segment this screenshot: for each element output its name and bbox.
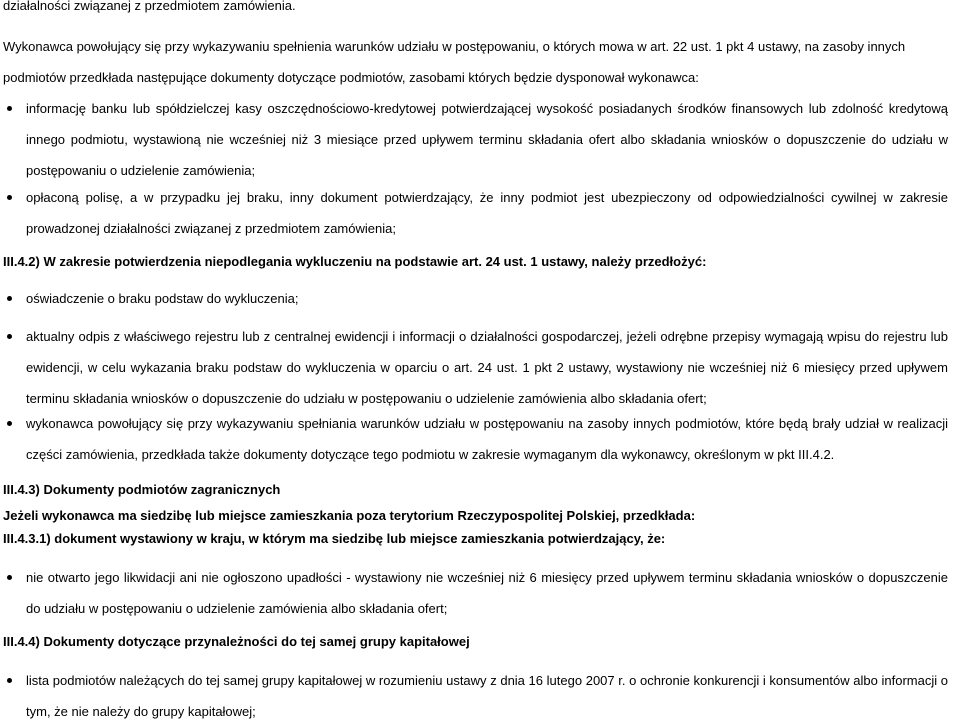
bullet-icon xyxy=(7,575,12,580)
section-heading-iii-4-2: III.4.2) W zakresie potwierdzenia niepodlegania wykluczeniu na podstawie art. 24 ust. 1 ustawy, należy przedłożyć: xyxy=(3,254,707,269)
list-item-text: nie otwarto jego likwidacji ani nie ogłoszono upadłości - wystawiony nie wcześniej niż 6 miesięcy przed upływem terminu składania wniosków o dopuszczenie do udziału w postępowaniu o udzielenie zamówienia albo składania ofert; xyxy=(26,570,948,616)
list-item-text: wykonawca powołujący się przy wykazywaniu spełniania warunków udziału w postępowaniu na zasoby innych podmiotów, które będą brały udział w realizacji części zamówienia, przedkłada także dokumenty dotyczące tego podmiotu w zakresie wymaganym dla wykonawcy, określonym w pkt III.4.2. xyxy=(26,416,948,462)
list-item-text: lista podmiotów należących do tej samej grupy kapitałowej w rozumieniu ustawy z dnia 16 lutego 2007 r. o ochronie konkurencji i konsumentów albo informacji o tym, że nie należy do grupy kapitałowej; xyxy=(26,673,948,719)
bullet-icon xyxy=(7,195,12,200)
fragment-top: działalności związanej z przedmiotem zamówienia. xyxy=(3,0,296,13)
list-item-text: opłaconą polisę, a w przypadku jej braku, inny dokument potwierdzający, że inny podmiot jest ubezpieczony od odpowiedzialności cywilnej w zakresie prowadzonej działalności związanej z przedmiotem zamówienia; xyxy=(26,190,948,236)
list-item-text: aktualny odpis z właściwego rejestru lub z centralnej ewidencji i informacji o działalności gospodarczej, jeżeli odrębne przepisy wymagają wpisu do rejestru lub ewidencji, w celu wykazania braku podstaw do wykluczenia w oparciu o art. 24 ust. 1 pkt 2 ustawy, wystawiony nie wcześniej niż 6 miesięcy przed upływem terminu składania wniosków o dopuszczenie do udziału w postępowaniu o udzielenie zamówienia albo składania ofert; xyxy=(26,329,948,406)
bullet-icon xyxy=(7,421,12,426)
bullet-icon xyxy=(7,296,12,301)
intro-paragraph: Wykonawca powołujący się przy wykazywaniu spełnienia warunków udziału w postępowaniu, o których mowa w art. 22 ust. 1 pkt 4 ustawy, na zasoby innych podmiotów przedkłada następujące dokumenty dotyczące podmiotów, zasobami których będzie dysponował wykonawca: xyxy=(3,39,906,85)
bullet-icon xyxy=(7,334,12,339)
section-heading-iii-4-3-1: III.4.3.1) dokument wystawiony w kraju, w którym ma siedzibę lub miejsce zamieszkania potwierdzający, że: xyxy=(3,531,666,546)
list-item-text: oświadczenie o braku podstaw do wykluczenia; xyxy=(26,291,299,306)
section-heading-iii-4-4: III.4.4) Dokumenty dotyczące przynależności do tej samej grupy kapitałowej xyxy=(3,634,470,649)
bullet-icon xyxy=(7,106,12,111)
foreign-entity-heading: Jeżeli wykonawca ma siedzibę lub miejsce zamieszkania poza terytorium Rzeczypospolitej Polskiej, przedkłada: xyxy=(3,508,696,523)
section-heading-iii-4-3: III.4.3) Dokumenty podmiotów zagranicznych xyxy=(3,482,281,497)
list-item-text: informację banku lub spółdzielczej kasy oszczędnościowo-kredytowej potwierdzającej wysokość posiadanych środków finansowych lub zdolność kredytową innego podmiotu, wystawioną nie wcześniej niż 3 miesiące przed upływem terminu składania ofert albo składania wniosków o dopuszczenie do udziału w postępowaniu o udzielenie zamówienia; xyxy=(26,101,948,178)
bullet-icon xyxy=(7,678,12,683)
